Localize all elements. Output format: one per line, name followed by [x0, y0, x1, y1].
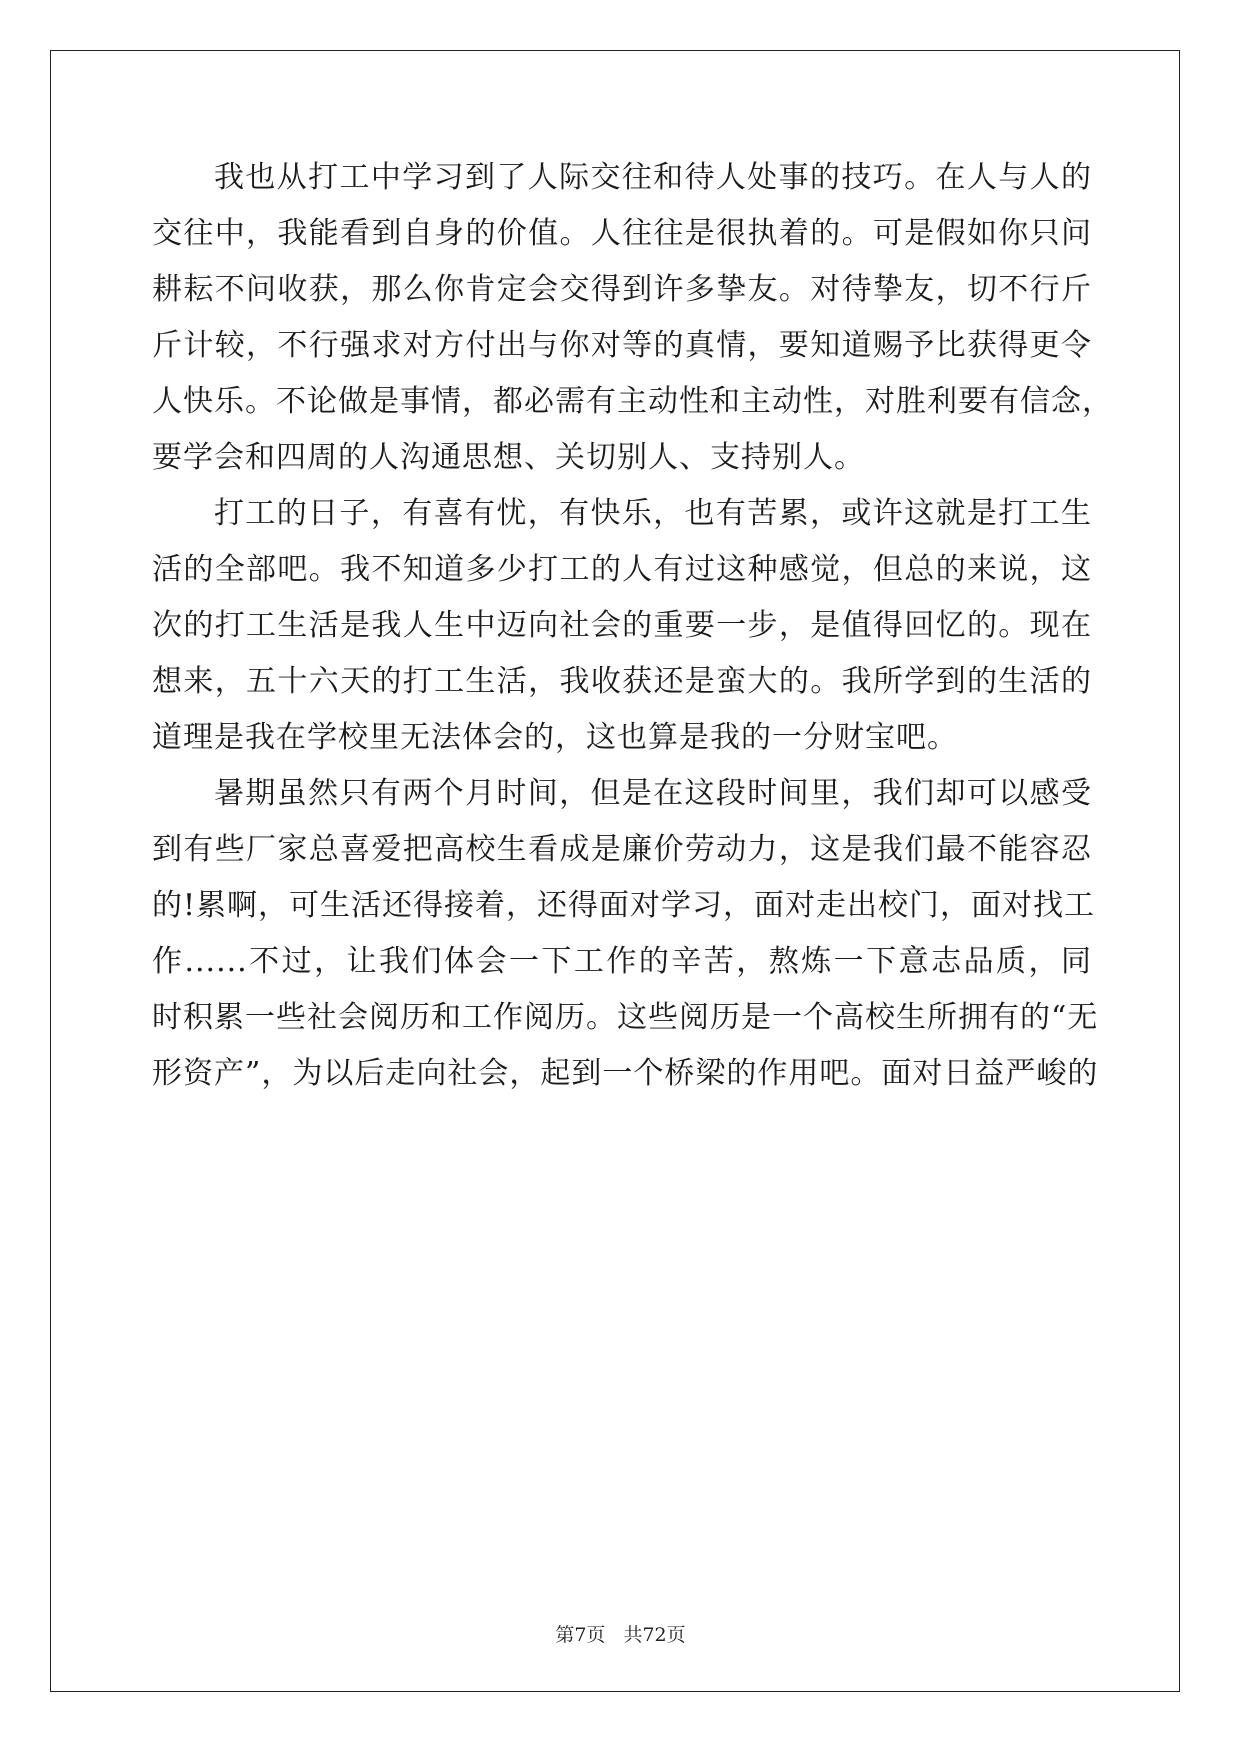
text-line: 斤计较，不行强求对方付出与你对等的真情，要知道赐予比获得更令	[152, 328, 1092, 363]
text-line: 我也从打工中学习到了人际交往和待人处事的技巧。在人与人的	[214, 160, 1092, 195]
text-line: 交往中，我能看到自身的价值。人往往是很执着的。可是假如你只问	[152, 216, 1092, 251]
text-line: 想来，五十六天的打工生活，我收获还是蛮大的。我所学到的生活的	[152, 664, 1092, 699]
text-line: 时积累一些社会阅历和工作阅历。这些阅历是一个高校生所拥有的“无	[152, 1000, 1099, 1035]
text-line: 的!累啊，可生活还得接着，还得面对学习，面对走出校门，面对找工	[152, 888, 1096, 923]
text-line: 人快乐。不论做是事情，都必需有主动性和主动性，对胜利要有信念，	[152, 384, 1113, 419]
text-line: 次的打工生活是我人生中迈向社会的重要一步，是值得回忆的。现在	[152, 608, 1092, 643]
text-line: 形资产”，为以后走向社会，起到一个桥梁的作用吧。面对日益严峻的	[152, 1056, 1099, 1091]
document-body	[152, 160, 1113, 1112]
text-line: 到有些厂家总喜爱把高校生看成是廉价劳动力，这是我们最不能容忍	[152, 832, 1092, 867]
page-number: 第7页	[555, 1624, 606, 1646]
text-line: 作......不过，让我们体会一下工作的辛苦，熬炼一下意志品质，同	[152, 944, 1092, 979]
text-line: 活的全部吧。我不知道多少打工的人有过这种感觉，但总的来说，这	[152, 552, 1092, 587]
text-line: 道理是我在学校里无法体会的，这也算是我的一分财宝吧。	[152, 720, 958, 755]
text-line: 耕耘不问收获，那么你肯定会交得到许多挚友。对待挚友，切不行斤	[152, 272, 1092, 307]
text-line: 要学会和四周的人沟通思想、关切别人、支持别人。	[152, 440, 865, 475]
total-pages: 共72页	[623, 1624, 686, 1646]
page-footer	[0, 1620, 1241, 1647]
text-line: 打工的日子，有喜有忧，有快乐，也有苦累，或许这就是打工生	[214, 496, 1092, 531]
text-line: 暑期虽然只有两个月时间，但是在这段时间里，我们却可以感受	[214, 776, 1092, 811]
